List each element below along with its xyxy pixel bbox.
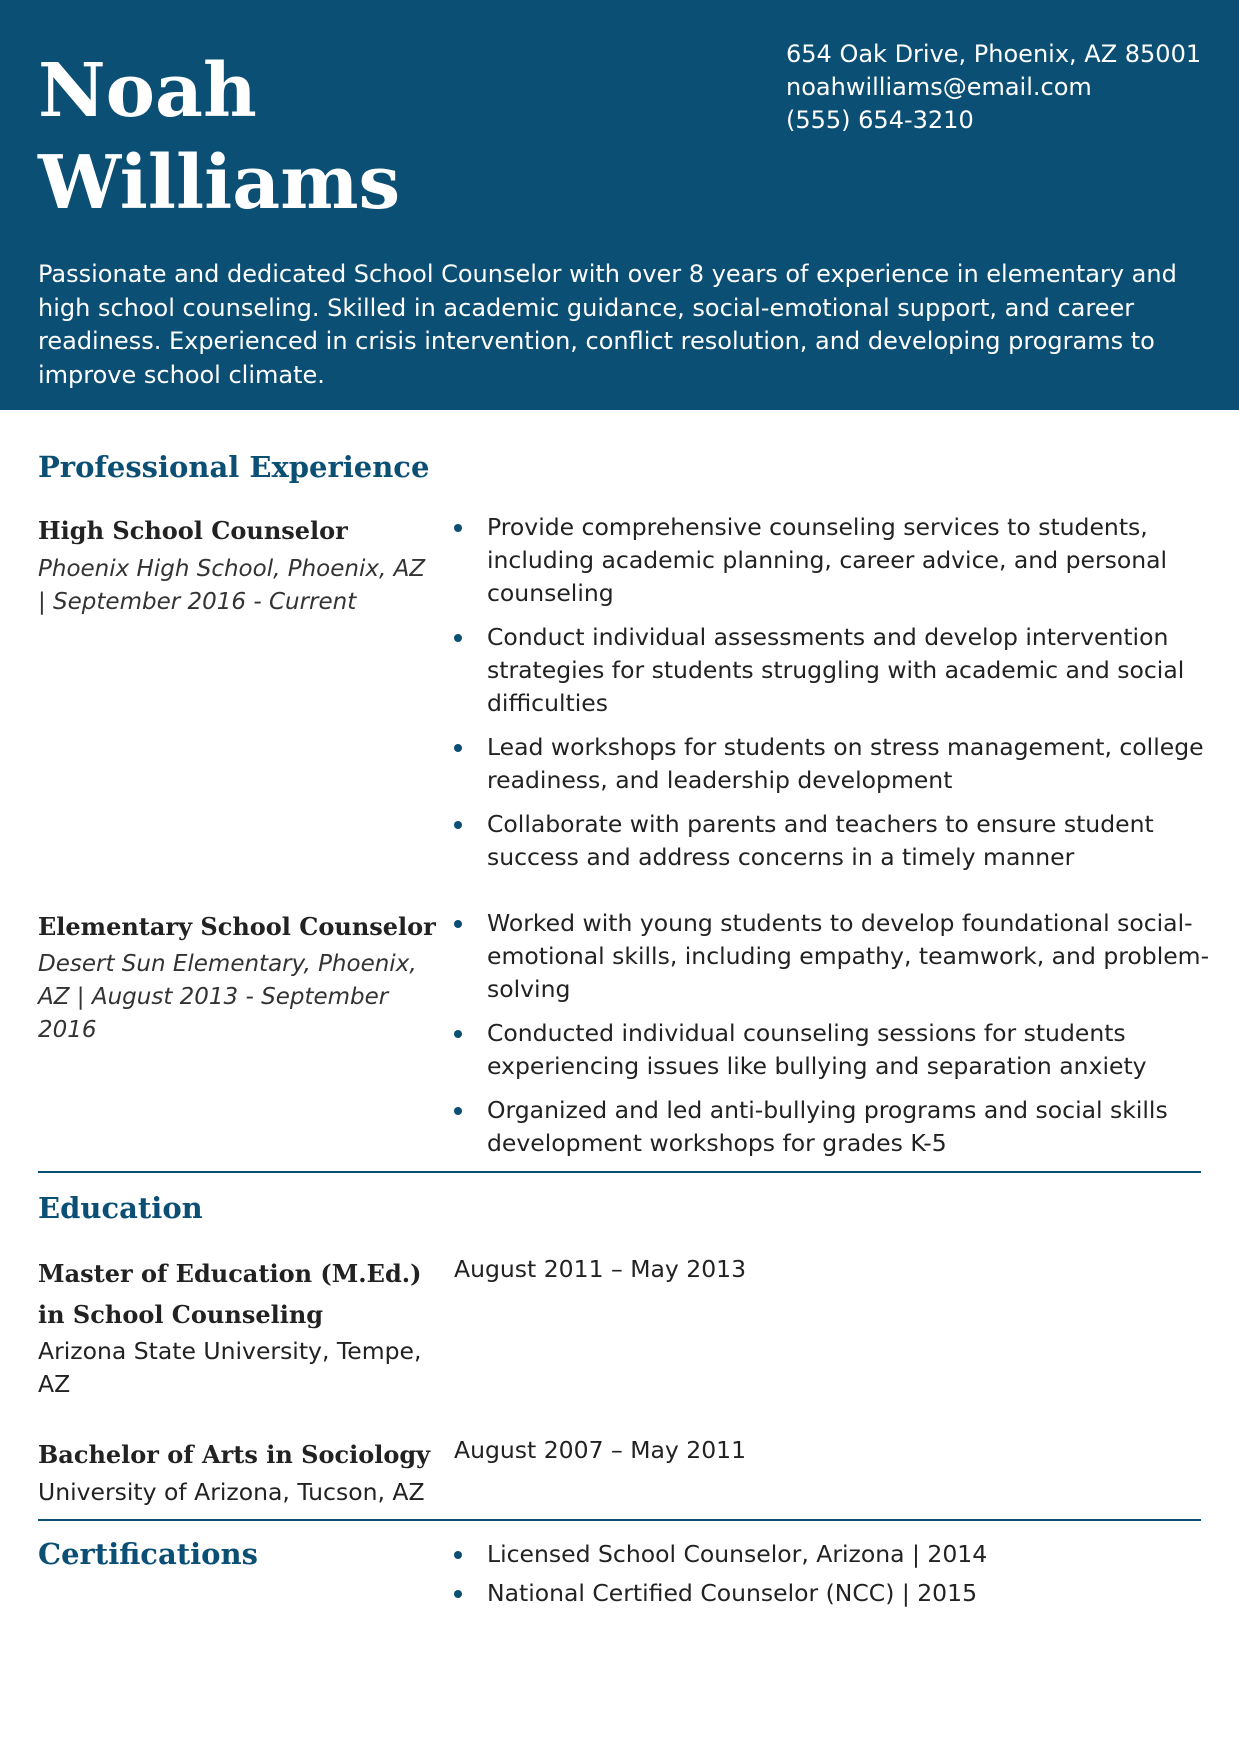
degree: Master of Education (M.Ed.) in School Counseling: [38, 1259, 422, 1329]
list-item: Conducted individual counseling sessions for students experiencing issues like bullying and separation anxiety: [454, 1017, 1214, 1083]
certifications-list: [454, 1538, 1214, 1621]
education-heading: Education: [38, 1191, 203, 1225]
job-bullets: [454, 907, 1214, 1171]
bullet-icon: [454, 821, 462, 829]
school: Arizona State University, Tempe, AZ: [38, 1337, 422, 1398]
last-name: Williams: [38, 140, 401, 226]
job-title: Elementary School Counselor: [38, 912, 436, 941]
education-dates: August 2007 – May 2011: [454, 1436, 747, 1464]
experience-heading: Professional Experience: [38, 450, 430, 484]
contact-info: [786, 38, 1226, 137]
list-item: Worked with young students to develop foundational social-emotional skills, including empathy, teamwork, and problem-solving: [454, 907, 1214, 1006]
job-meta: Desert Sun Elementary, Phoenix, AZ | August 2013 - September 2016: [38, 951, 417, 1043]
bullet-icon: [454, 744, 462, 752]
list-item: Collaborate with parents and teachers to ensure student success and address concerns in a timely manner: [454, 808, 1214, 874]
job-meta: Phoenix High School, Phoenix, AZ | September 2016 - Current: [38, 556, 426, 615]
list-item: Organized and led anti-bullying programs and social skills development workshops for grades K-5: [454, 1094, 1214, 1160]
summary: Passionate and dedicated School Counselor with over 8 years of experience in elementary and high school counseling. Skilled in academic guidance, social-emotional support, and career readiness. Experienced in crisis intervention, conflict resolution, and developing programs to improve school climate.: [38, 260, 1177, 389]
bullet-icon: [454, 1030, 462, 1038]
bullet-icon: [454, 634, 462, 642]
list-item: Conduct individual assessments and develop intervention strategies for students struggling with academic and social difficulties: [454, 621, 1214, 720]
list-item: National Certified Counselor (NCC) | 2015: [454, 1577, 1214, 1610]
education-dates: August 2011 – May 2013: [454, 1255, 747, 1283]
section-divider: [38, 1171, 1201, 1173]
bullet-icon: [454, 1551, 462, 1559]
list-item: Provide comprehensive counseling services to students, including academic planning, career advice, and personal counseling: [454, 511, 1214, 610]
bullet-icon: [454, 1590, 462, 1598]
phone: (555) 654-3210: [786, 106, 974, 134]
list-item: Licensed School Counselor, Arizona | 2014: [454, 1538, 1214, 1571]
resume-header: [0, 0, 1239, 410]
certifications-heading: Certifications: [38, 1537, 258, 1571]
job-bullets: [454, 511, 1214, 885]
school: University of Arizona, Tucson, AZ: [38, 1478, 425, 1506]
section-divider: [38, 1519, 1201, 1521]
bullet-icon: [454, 524, 462, 532]
email: noahwilliams@email.com: [786, 73, 1092, 101]
first-name: Noah: [38, 48, 257, 134]
list-item: Lead workshops for students on stress management, college readiness, and leadership development: [454, 731, 1214, 797]
bullet-icon: [454, 920, 462, 928]
address: 654 Oak Drive, Phoenix, AZ 85001: [786, 40, 1202, 68]
degree: Bachelor of Arts in Sociology: [38, 1440, 431, 1469]
bullet-icon: [454, 1107, 462, 1115]
job-title: High School Counselor: [38, 516, 348, 545]
